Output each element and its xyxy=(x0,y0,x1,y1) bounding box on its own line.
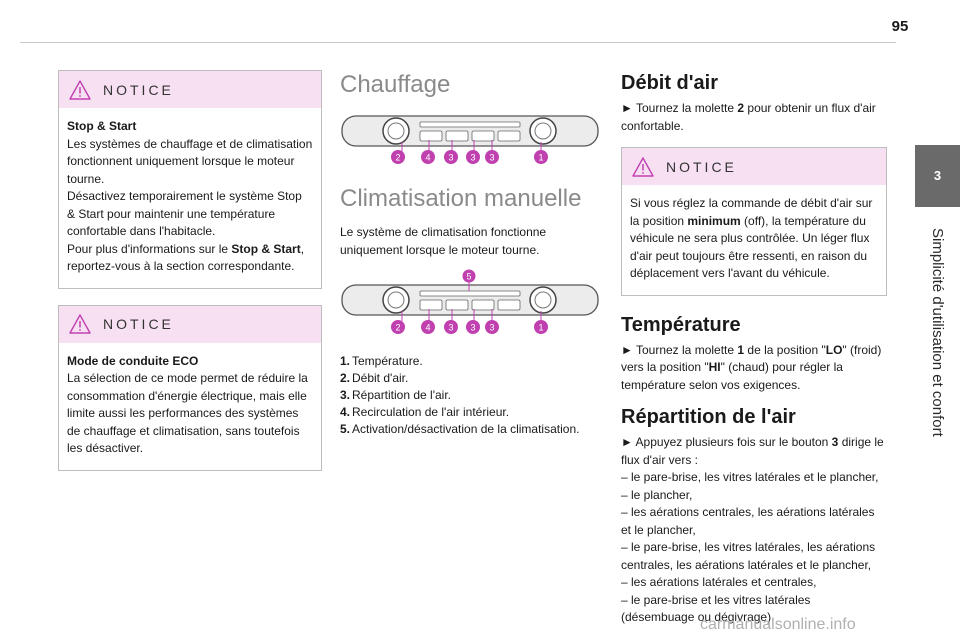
notice-line: Désactivez temporairement le système Stop & Start pour maintenir une température confortable dans l'habitacle. xyxy=(67,189,302,238)
notice-body xyxy=(622,185,886,295)
list-item: 1. Température. xyxy=(340,354,423,368)
callout-badge-3 xyxy=(444,150,458,164)
column-left xyxy=(58,70,322,487)
section-title-climatisation: Climatisation manuelle xyxy=(340,185,582,212)
section-title-temperature: Température xyxy=(621,313,741,336)
callout-badge-2 xyxy=(391,150,405,164)
notice-text: La sélection de ce mode permet de réduire la consommation d'énergie électrique, mais elle limite aussi les performances des systèmes de chauffage et climatisation, sans toutefois les désactiver. xyxy=(67,371,308,455)
list-item: 2. Débit d'air. xyxy=(340,371,409,385)
list-item: 4. Recirculation de l'air intérieur. xyxy=(340,405,510,419)
notice-debit xyxy=(621,147,887,296)
svg-text:3: 3 xyxy=(470,152,476,163)
repartition-text: ► Appuyez plusieurs fois sur le bouton 3 dirige le flux d'air vers : xyxy=(621,435,884,467)
callout-badge-3 xyxy=(485,150,499,164)
notice-line: Pour plus d'informations sur le Stop & Start, reportez-vous à la section correspondante. xyxy=(67,241,305,273)
list-item: – le pare-brise, les vitres latérales et le plancher, xyxy=(621,470,879,484)
notice-text: Si vous réglez la commande de débit d'air sur la position minimum (off), la température du véhicule ne sera plus contrôlée. Un léger flux d'air peut toujours être ressenti, en raison du déplacement vers l'avant du véhicule. xyxy=(630,196,873,280)
callout-badge-4 xyxy=(421,150,435,164)
notice-title: NOTICE xyxy=(103,81,174,98)
warning-icon xyxy=(632,157,654,177)
svg-text:3: 3 xyxy=(448,322,454,333)
svg-text:4: 4 xyxy=(425,152,431,163)
notice-title: NOTICE xyxy=(103,316,174,332)
callout-badge-2 xyxy=(391,320,405,334)
notice-eco-mode xyxy=(58,305,322,471)
notice-body xyxy=(59,108,321,288)
callout-badge-3 xyxy=(444,320,458,334)
legend-list xyxy=(340,353,602,438)
top-divider xyxy=(20,42,896,43)
svg-text:2: 2 xyxy=(395,152,401,163)
section-title-chauffage: Chauffage xyxy=(340,71,451,98)
svg-text:2: 2 xyxy=(395,322,401,333)
list-item: 3. Répartition de l'air. xyxy=(340,388,452,402)
notice-header xyxy=(59,306,321,343)
svg-text:5: 5 xyxy=(466,271,472,282)
list-item: – le pare-brise, les vitres latérales, les aérations centrales, les aérations latérales et le plancher, xyxy=(621,540,876,572)
notice-header xyxy=(622,148,886,185)
column-middle xyxy=(340,70,602,438)
chapter-title-text: Simplicité d'utilisation et confort xyxy=(929,227,946,437)
list-item: – les aérations latérales et centrales, xyxy=(621,575,817,589)
list-item: – les aérations centrales, les aérations latérales et le plancher, xyxy=(621,505,875,537)
temperature-text: ► Tournez la molette 1 de la position "LO" (froid) vers la position "HI" (chaud) pour régler la température selon vos exigences. xyxy=(621,342,882,392)
section-title-repartition: Répartition de l'air xyxy=(621,406,796,428)
callout-badge-3 xyxy=(466,150,480,164)
watermark: carmanualsonline.info xyxy=(700,616,856,633)
chapter-tab[interactable]: 3 xyxy=(915,145,960,207)
warning-icon xyxy=(69,314,91,334)
climatisation-text: Le système de climatisation fonctionne uniquement lorsque le moteur tourne. xyxy=(340,225,547,257)
notice-header xyxy=(59,71,321,108)
svg-text:1: 1 xyxy=(538,322,544,333)
notice-heading: Mode de conduite ECO xyxy=(67,353,199,368)
list-item: – le plancher, xyxy=(621,487,693,502)
notice-line: Les systèmes de chauffage et de climatisation fonctionnent uniquement lorsque le moteur tourne. xyxy=(67,136,313,186)
notice-body xyxy=(59,343,321,470)
notice-heading: Stop & Start xyxy=(67,119,137,133)
svg-text:3: 3 xyxy=(470,322,476,333)
callout-badge-3 xyxy=(466,320,480,334)
chapter-title xyxy=(915,212,960,452)
ac-panel-illustration xyxy=(340,269,602,337)
callout-badge-1 xyxy=(534,150,548,164)
svg-text:4: 4 xyxy=(425,322,431,333)
list-item: – le pare-brise et les vitres latérales (désembuage ou dégivrage). xyxy=(621,592,811,624)
notice-stop-start xyxy=(58,70,322,289)
page-number: 95 xyxy=(891,18,909,35)
callout-badge-4 xyxy=(421,320,435,334)
list-item: 5. Activation/désactivation de la climatisation. xyxy=(340,422,580,436)
debit-text: ► Tournez la molette 2 pour obtenir un flux d'air confortable. xyxy=(621,101,876,133)
column-right xyxy=(621,70,887,627)
warning-icon xyxy=(69,80,91,100)
callout-badge-1 xyxy=(534,320,548,334)
heating-panel-illustration xyxy=(340,112,602,168)
svg-text:1: 1 xyxy=(538,152,544,163)
section-title-debit: Débit d'air xyxy=(621,72,718,94)
notice-title: NOTICE xyxy=(666,158,737,175)
svg-text:3: 3 xyxy=(489,322,495,333)
svg-text:3: 3 xyxy=(448,152,454,163)
svg-text:3: 3 xyxy=(489,152,495,163)
callout-badge-3 xyxy=(485,320,499,334)
callout-badge-5 xyxy=(463,270,476,283)
